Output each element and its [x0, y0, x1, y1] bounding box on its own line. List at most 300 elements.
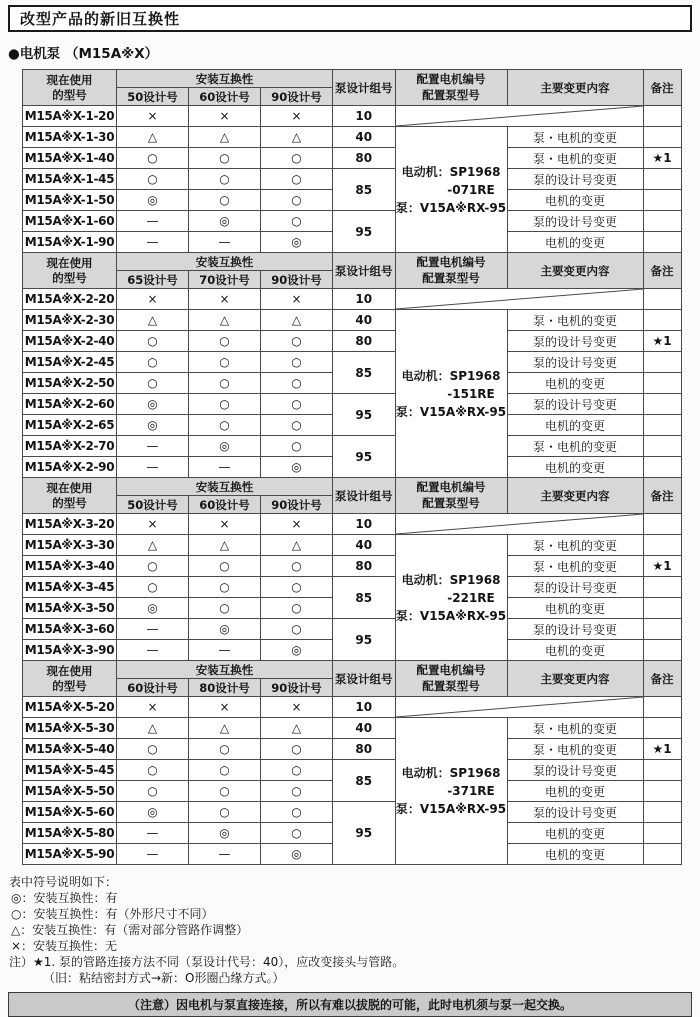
header-current-model-line2: 的型号	[52, 678, 87, 693]
motor-model-text: 电动机：SP1968	[401, 368, 501, 383]
diagonal-cell	[395, 697, 643, 718]
header-pump-design-group: 泵设计组号	[333, 253, 396, 289]
remark-cell	[643, 394, 681, 415]
compat-symbol-cell: ×	[117, 514, 189, 535]
header-pump-config-line: 配置泵型号	[422, 270, 480, 285]
model-cell: M15A※X-1-40	[23, 148, 117, 169]
header-main-change: 主要变更内容	[507, 478, 643, 514]
compat-symbol-cell: ○	[189, 781, 261, 802]
compat-symbol-cell: ◎	[117, 394, 189, 415]
model-cell: M15A※X-3-30	[23, 535, 117, 556]
model-cell: M15A※X-2-50	[23, 373, 117, 394]
main-change-cell: 泵的设计号变更	[507, 331, 643, 352]
compat-symbol-cell: ○	[189, 415, 261, 436]
compat-symbol-cell: ×	[189, 514, 261, 535]
header-pump-design-group: 泵设计组号	[333, 478, 396, 514]
remark-cell	[643, 415, 681, 436]
compat-symbol-cell: ×	[261, 697, 333, 718]
model-cell: M15A※X-5-60	[23, 802, 117, 823]
table-row	[23, 556, 682, 577]
header-motor-config-line: 配置电机编号	[416, 479, 486, 494]
model-cell: M15A※X-1-20	[23, 106, 117, 127]
main-change-cell: 电机的变更	[507, 190, 643, 211]
compat-symbol-cell: ○	[189, 169, 261, 190]
table-row	[23, 148, 682, 169]
remark-cell	[643, 823, 681, 844]
compat-symbol-cell: △	[261, 127, 333, 148]
motor-model-text: 电动机：SP1968	[401, 766, 501, 780]
header-design-number: 50设计号	[117, 88, 189, 106]
compat-symbol-cell: ○	[261, 802, 333, 823]
model-cell: M15A※X-2-40	[23, 331, 117, 352]
diagonal-line	[396, 514, 643, 534]
compat-symbol-cell: ○	[261, 211, 333, 232]
model-cell: M15A※X-2-20	[23, 289, 117, 310]
compat-symbol-cell: ○	[117, 148, 189, 169]
compat-symbol-cell: ○	[189, 577, 261, 598]
header-design-number: 80设计号	[189, 679, 261, 697]
compat-symbol-cell: —	[189, 232, 261, 253]
header-design-number: 90设计号	[261, 271, 333, 289]
compat-symbol-cell: ×	[189, 697, 261, 718]
main-change-cell: 泵的设计号变更	[507, 211, 643, 232]
model-cell: M15A※X-1-45	[23, 169, 117, 190]
compat-symbol-cell: ○	[189, 190, 261, 211]
motor-config-cell	[395, 310, 507, 478]
main-change-cell: 电机的变更	[507, 457, 643, 478]
main-change-cell: 电机的变更	[507, 640, 643, 661]
footnote-star1: 注）★1. 泵的管路连接方法不同（泵设计代号：40），应改变接头与管路。	[9, 955, 405, 970]
remark-cell	[643, 598, 681, 619]
pump-group-cell: 80	[333, 148, 396, 169]
remark-cell	[643, 211, 681, 232]
compat-symbol-cell: ○	[117, 739, 189, 760]
legend-item-no-compat: ×：安装互换性：无	[11, 939, 118, 954]
motor-model-text: 电动机：SP1968	[401, 164, 501, 179]
remark-cell	[643, 514, 681, 535]
remark-cell: ★1	[643, 556, 681, 577]
pump-model-text: 泵：V15A※RX-95	[395, 404, 507, 419]
compat-symbol-cell: ○	[261, 352, 333, 373]
header-design-number: 60设计号	[117, 679, 189, 697]
header-current-model-line1: 现在使用	[46, 481, 93, 496]
table-row	[23, 169, 682, 190]
remark-cell	[643, 352, 681, 373]
table-row	[23, 739, 682, 760]
model-cell: M15A※X-3-90	[23, 640, 117, 661]
header-design-number: 90设计号	[261, 679, 333, 697]
compat-symbol-cell: ○	[189, 373, 261, 394]
header-mount-compat: 安装互换性	[117, 661, 333, 679]
compat-symbol-cell: ◎	[117, 598, 189, 619]
compat-table-3	[22, 477, 682, 661]
header-current-model-line2: 的型号	[52, 270, 87, 285]
compat-symbol-cell: △	[189, 718, 261, 739]
motor-config-cell	[395, 127, 507, 253]
table-row	[23, 106, 682, 127]
compat-symbol-cell: ○	[117, 760, 189, 781]
header-motor-pump-config	[395, 253, 507, 289]
compat-symbol-cell: ○	[117, 373, 189, 394]
model-cell: M15A※X-1-50	[23, 190, 117, 211]
compat-symbol-cell: ○	[261, 331, 333, 352]
diagonal-cell	[395, 106, 643, 127]
page-subtitle: ●电机泵 （M15A※X）	[8, 46, 159, 62]
main-change-cell: 泵・电机的变更	[507, 148, 643, 169]
compat-symbol-cell: ○	[261, 598, 333, 619]
compat-symbol-cell: —	[117, 640, 189, 661]
compat-symbol-cell: ◎	[117, 415, 189, 436]
compat-symbol-cell: ○	[189, 598, 261, 619]
header-motor-pump-config	[395, 478, 507, 514]
model-cell: M15A※X-1-30	[23, 127, 117, 148]
main-change-cell: 电机的变更	[507, 844, 643, 865]
compat-symbol-cell: △	[261, 310, 333, 331]
pump-model-text: 泵：V15A※RX-95	[395, 200, 507, 215]
table-row	[23, 127, 682, 148]
remark-cell	[643, 436, 681, 457]
compat-symbol-cell: —	[117, 457, 189, 478]
compat-symbol-cell: ○	[117, 169, 189, 190]
model-cell: M15A※X-3-20	[23, 514, 117, 535]
header-remark: 备注	[643, 253, 681, 289]
table-row	[23, 577, 682, 598]
compat-symbol-cell: ○	[261, 373, 333, 394]
compat-symbol-cell: ×	[117, 697, 189, 718]
remark-cell	[643, 640, 681, 661]
main-change-cell: 泵的设计号变更	[507, 760, 643, 781]
main-change-cell: 电机的变更	[507, 823, 643, 844]
header-motor-config-line: 配置电机编号	[416, 254, 486, 269]
model-cell: M15A※X-5-40	[23, 739, 117, 760]
table-row	[23, 211, 682, 232]
pump-group-cell: 80	[333, 739, 396, 760]
compat-symbol-cell: ×	[117, 289, 189, 310]
compat-symbol-cell: ◎	[261, 232, 333, 253]
model-cell: M15A※X-2-60	[23, 394, 117, 415]
compat-symbol-cell: △	[117, 718, 189, 739]
model-cell: M15A※X-3-60	[23, 619, 117, 640]
header-current-model	[23, 70, 117, 106]
model-cell: M15A※X-2-90	[23, 457, 117, 478]
pump-group-cell: 85	[333, 169, 396, 211]
compat-symbol-cell: △	[261, 718, 333, 739]
main-change-cell: 泵・电机的变更	[507, 127, 643, 148]
pump-group-cell: 85	[333, 577, 396, 619]
remark-cell	[643, 373, 681, 394]
table-row	[23, 514, 682, 535]
remark-cell	[643, 289, 681, 310]
model-cell: M15A※X-5-20	[23, 697, 117, 718]
model-cell: M15A※X-3-40	[23, 556, 117, 577]
main-change-cell: 泵・电机的变更	[507, 535, 643, 556]
compat-symbol-cell: ○	[261, 169, 333, 190]
main-change-cell: 泵的设计号变更	[507, 169, 643, 190]
header-mount-compat: 安装互换性	[117, 70, 333, 88]
compat-symbol-cell: ○	[189, 394, 261, 415]
header-design-number: 65设计号	[117, 271, 189, 289]
main-change-cell: 泵的设计号变更	[507, 619, 643, 640]
model-cell: M15A※X-2-70	[23, 436, 117, 457]
legend-item-dim-diff: ○：安装互换性：有（外形尺寸不同）	[11, 907, 214, 922]
compat-symbol-cell: ×	[261, 289, 333, 310]
compat-symbol-cell: ◎	[261, 457, 333, 478]
table-row	[23, 802, 682, 823]
remark-cell	[643, 760, 681, 781]
motor-model-suffix-text: -071RE	[447, 182, 495, 197]
header-mount-compat: 安装互换性	[117, 478, 333, 496]
header-design-number: 60设计号	[189, 88, 261, 106]
model-cell: M15A※X-1-60	[23, 211, 117, 232]
header-current-model-line2: 的型号	[52, 87, 87, 102]
compat-symbol-cell: ○	[261, 739, 333, 760]
header-pump-config-line: 配置泵型号	[422, 495, 480, 510]
header-motor-config-line: 配置电机编号	[416, 662, 486, 677]
compat-tables	[22, 69, 692, 865]
pump-group-cell: 85	[333, 760, 396, 802]
pump-group-cell: 95	[333, 619, 396, 661]
pump-group-cell: 95	[333, 802, 396, 865]
model-cell: M15A※X-3-50	[23, 598, 117, 619]
compat-symbol-cell: ○	[261, 190, 333, 211]
compat-symbol-cell: △	[117, 535, 189, 556]
compat-symbol-cell: ○	[261, 619, 333, 640]
compat-symbol-cell: —	[117, 211, 189, 232]
header-design-number: 50设计号	[117, 496, 189, 514]
compat-symbol-cell: △	[117, 127, 189, 148]
header-current-model-line1: 现在使用	[46, 73, 93, 88]
model-cell: M15A※X-5-30	[23, 718, 117, 739]
compat-symbol-cell: —	[189, 844, 261, 865]
compat-symbol-cell: —	[189, 457, 261, 478]
pump-group-cell: 80	[333, 556, 396, 577]
table-row	[23, 619, 682, 640]
main-change-cell: 泵的设计号变更	[507, 802, 643, 823]
table-row	[23, 352, 682, 373]
compat-symbol-cell: ○	[261, 760, 333, 781]
main-change-cell: 泵的设计号变更	[507, 352, 643, 373]
compat-symbol-cell: ○	[189, 556, 261, 577]
compat-symbol-cell: ○	[189, 760, 261, 781]
header-main-change: 主要变更内容	[507, 661, 643, 697]
main-change-cell: 泵・电机的变更	[507, 718, 643, 739]
page-title: 改型产品的新旧互换性	[20, 10, 181, 28]
motor-model-suffix-text: -371RE	[447, 784, 495, 798]
compat-symbol-cell: △	[117, 310, 189, 331]
pump-group-cell: 40	[333, 718, 396, 739]
compat-symbol-cell: ○	[189, 148, 261, 169]
compat-symbol-cell: ○	[117, 781, 189, 802]
model-cell: M15A※X-5-45	[23, 760, 117, 781]
table-row	[23, 436, 682, 457]
remark-cell	[643, 106, 681, 127]
pump-group-cell: 40	[333, 535, 396, 556]
motor-model-suffix-text: -221RE	[447, 590, 495, 605]
main-change-cell: 泵的设计号变更	[507, 394, 643, 415]
compat-symbol-cell: ○	[117, 331, 189, 352]
diagonal-cell	[395, 289, 643, 310]
remark-cell	[643, 190, 681, 211]
remark-cell	[643, 619, 681, 640]
remark-cell: ★1	[643, 148, 681, 169]
table-row	[23, 331, 682, 352]
pump-group-cell: 10	[333, 106, 396, 127]
header-current-model-line2: 的型号	[52, 495, 87, 510]
notice-box: （注意）因电机与泵直接连接，所以有难以拔脱的可能，此时电机须与泵一起交换。	[8, 992, 692, 1017]
remark-cell	[643, 781, 681, 802]
model-cell: M15A※X-5-80	[23, 823, 117, 844]
compat-symbol-cell: ×	[261, 106, 333, 127]
compat-symbol-cell: ◎	[261, 844, 333, 865]
compat-symbol-cell: ○	[189, 331, 261, 352]
compat-symbol-cell: ○	[261, 415, 333, 436]
remark-cell	[643, 718, 681, 739]
compat-symbol-cell: —	[189, 640, 261, 661]
diagonal-line	[396, 289, 643, 309]
motor-model-suffix-text: -151RE	[447, 386, 495, 401]
remark-cell	[643, 310, 681, 331]
pump-group-cell: 10	[333, 514, 396, 535]
header-mount-compat: 安装互换性	[117, 253, 333, 271]
compat-symbol-cell: —	[117, 232, 189, 253]
pump-group-cell: 95	[333, 436, 396, 478]
header-current-model-line1: 现在使用	[46, 256, 93, 271]
compat-table-1	[22, 69, 682, 253]
header-pump-config-line: 配置泵型号	[422, 678, 480, 693]
compat-symbol-cell: ×	[117, 106, 189, 127]
compat-symbol-cell: △	[189, 535, 261, 556]
compat-symbol-cell: —	[117, 823, 189, 844]
pump-group-cell: 95	[333, 394, 396, 436]
table-row	[23, 718, 682, 739]
header-motor-pump-config	[395, 70, 507, 106]
compat-symbol-cell: △	[189, 127, 261, 148]
pump-group-cell: 40	[333, 127, 396, 148]
compat-symbol-cell: ◎	[189, 436, 261, 457]
header-current-model-line1: 现在使用	[46, 664, 93, 679]
compat-symbol-cell: ◎	[117, 190, 189, 211]
compat-symbol-cell: ○	[261, 148, 333, 169]
remark-cell: ★1	[643, 739, 681, 760]
main-change-cell: 泵・电机的变更	[507, 739, 643, 760]
header-motor-config-line: 配置电机编号	[416, 71, 486, 86]
footnote-star1-cont: （旧：粘结密封方式→新：O形圈凸缘方式。）	[43, 971, 285, 986]
main-change-cell: 电机的变更	[507, 415, 643, 436]
header-remark: 备注	[643, 661, 681, 697]
header-pump-config-line: 配置泵型号	[422, 87, 480, 102]
header-remark: 备注	[643, 70, 681, 106]
remark-cell	[643, 169, 681, 190]
header-current-model	[23, 661, 117, 697]
compat-symbol-cell: ×	[189, 106, 261, 127]
compat-symbol-cell: ◎	[189, 211, 261, 232]
pump-group-cell: 95	[333, 211, 396, 253]
table-row	[23, 535, 682, 556]
main-change-cell: 泵・电机的变更	[507, 556, 643, 577]
header-design-number: 70设计号	[189, 271, 261, 289]
table-row	[23, 289, 682, 310]
model-cell: M15A※X-1-90	[23, 232, 117, 253]
header-main-change: 主要变更内容	[507, 253, 643, 289]
compat-symbol-cell: △	[261, 535, 333, 556]
compat-symbol-cell: ○	[117, 577, 189, 598]
compat-symbol-cell: ◎	[189, 619, 261, 640]
model-cell: M15A※X-5-50	[23, 781, 117, 802]
compat-symbol-cell: ◎	[117, 802, 189, 823]
main-change-cell: 电机的变更	[507, 232, 643, 253]
table-row	[23, 697, 682, 718]
motor-model-text: 电动机：SP1968	[401, 572, 501, 587]
compat-symbol-cell: ○	[117, 556, 189, 577]
compat-symbol-cell: ○	[261, 556, 333, 577]
table-row	[23, 310, 682, 331]
pump-group-cell: 85	[333, 352, 396, 394]
remark-cell	[643, 127, 681, 148]
remark-cell	[643, 802, 681, 823]
model-cell: M15A※X-2-65	[23, 415, 117, 436]
title-box	[8, 5, 692, 32]
compat-symbol-cell: —	[117, 619, 189, 640]
header-current-model	[23, 253, 117, 289]
header-pump-design-group: 泵设计组号	[333, 70, 396, 106]
compat-symbol-cell: ○	[261, 823, 333, 844]
main-change-cell: 泵・电机的变更	[507, 436, 643, 457]
compat-symbol-cell: ○	[117, 352, 189, 373]
header-design-number: 90设计号	[261, 88, 333, 106]
legend-intro: 表中符号说明如下：	[9, 875, 118, 889]
remark-cell	[643, 697, 681, 718]
remark-cell	[643, 577, 681, 598]
compat-symbol-cell: ○	[189, 352, 261, 373]
compat-symbol-cell: ○	[189, 739, 261, 760]
diagonal-line	[396, 697, 643, 717]
diagonal-cell	[395, 514, 643, 535]
model-cell: M15A※X-2-30	[23, 310, 117, 331]
compat-symbol-cell: △	[189, 310, 261, 331]
header-current-model	[23, 478, 117, 514]
legend-item-piping-adjust: △：安装互换性：有（需对部分管路作调整）	[11, 923, 249, 938]
compat-symbol-cell: ×	[189, 289, 261, 310]
motor-config-cell	[395, 718, 507, 865]
remark-cell: ★1	[643, 331, 681, 352]
pump-model-text: 泵：V15A※RX-95	[395, 608, 507, 623]
main-change-cell: 泵的设计号变更	[507, 577, 643, 598]
pump-group-cell: 80	[333, 331, 396, 352]
model-cell: M15A※X-5-90	[23, 844, 117, 865]
header-main-change: 主要变更内容	[507, 70, 643, 106]
compat-symbol-cell: —	[117, 436, 189, 457]
remark-cell	[643, 232, 681, 253]
pump-model-text: 泵：V15A※RX-95	[395, 802, 507, 816]
compat-symbol-cell: ○	[261, 781, 333, 802]
compat-symbol-cell: ○	[261, 577, 333, 598]
header-motor-pump-config	[395, 661, 507, 697]
main-change-cell: 泵・电机的变更	[507, 310, 643, 331]
compat-symbol-cell: ○	[261, 394, 333, 415]
main-change-cell: 电机的变更	[507, 781, 643, 802]
legend-item-full-compat: ◎：安装互换性：有	[11, 891, 118, 906]
diagonal-line	[396, 106, 643, 126]
header-design-number: 60设计号	[189, 496, 261, 514]
compat-symbol-cell: ◎	[189, 823, 261, 844]
model-cell: M15A※X-3-45	[23, 577, 117, 598]
main-change-cell: 电机的变更	[507, 373, 643, 394]
table-row	[23, 394, 682, 415]
compat-table-2	[22, 252, 682, 478]
symbol-legend	[9, 874, 692, 987]
compat-symbol-cell: ○	[189, 802, 261, 823]
remark-cell	[643, 844, 681, 865]
